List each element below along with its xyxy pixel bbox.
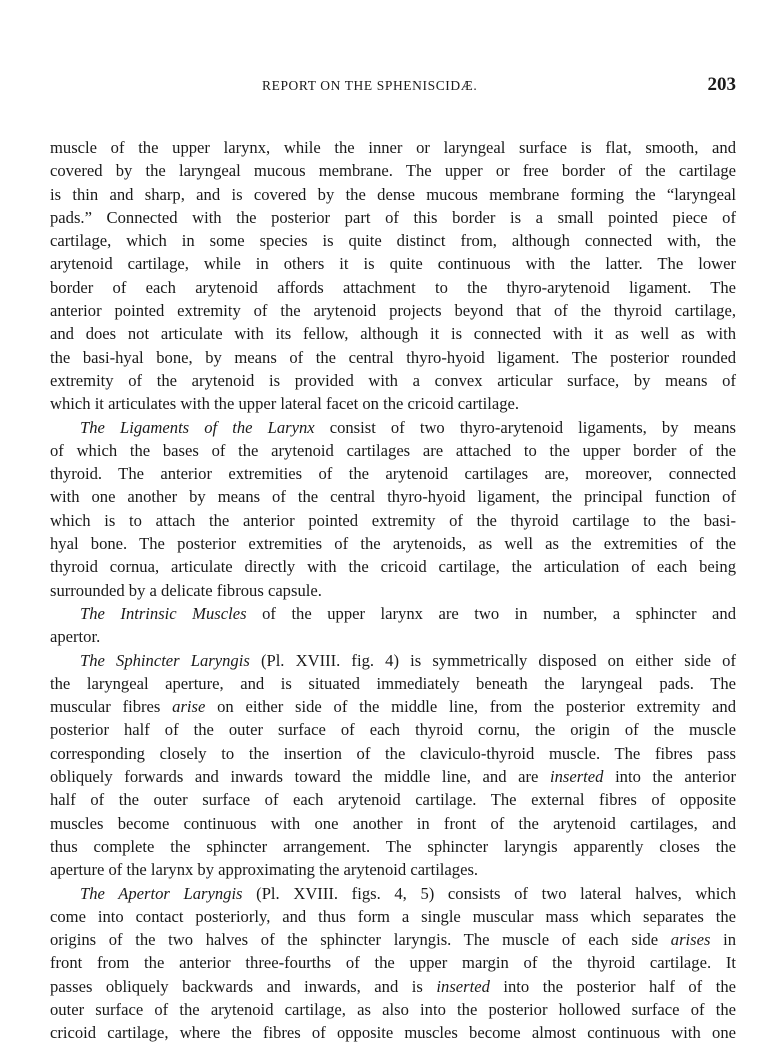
text-run: passes obliquely backwards and inwards, and is [50,976,437,996]
italic-term: inserted [549,767,604,787]
text-run: thyroid cornua, articulate directly with the cricoid cartilage, the articulation of each being [50,557,736,577]
italic-term: The Sphincter Laryngis [80,650,250,670]
text-line [50,602,736,625]
text-line [50,742,736,765]
text-run: on either side of the middle line, from the posterior extremity and [205,697,736,717]
text-run: is thin and sharp, and is covered by the dense mucous membrane forming the “laryngeal [50,184,736,204]
text-line [50,532,736,555]
text-run: surrounded by a delicate fibrous capsule. [50,580,322,600]
text-line [50,882,736,905]
text-line [50,858,736,881]
text-run: thus complete the sphincter arrangement. The sphincter laryngis apparently closes the [50,836,736,856]
text-line [50,392,736,415]
italic-term: inserted [436,976,490,996]
text-line [50,835,736,858]
text-line [50,416,736,439]
text-line [50,555,736,578]
text-line [50,1021,736,1044]
text-run: muscles become continuous with one another in front of the arytenoid cartilages, and [50,813,736,833]
text-line [50,649,736,672]
text-run: and does not articulate with its fellow, although it is connected with it as well as with [50,324,736,344]
text-run: apertor. [50,627,101,647]
text-run: covered by the laryngeal mucous membrane. The upper or free border of the cartilage [50,161,736,181]
text-line [50,998,736,1021]
text-run: consist of two thyro-arytenoid ligaments, by means [314,417,736,437]
text-run: with one another by means of the central thyro-hyoid ligament, the principal function of [50,487,736,507]
text-line [50,346,736,369]
text-line [50,928,736,951]
italic-term: The Intrinsic Muscles [80,603,247,623]
text-run: extremity of the arytenoid is provided with a convex articular surface, by means of [50,370,736,390]
text-run: which it articulates with the upper lateral facet on the cricoid cartilage. [50,394,520,414]
text-run: which is to attach the anterior pointed extremity of the thyroid cartilage to the basi- [50,510,736,530]
text-run: origins of the two halves of the sphincter laryngis. The muscle of each side [50,930,671,950]
text-line [50,625,736,648]
text-line [50,765,736,788]
text-run: half of the outer surface of each arytenoid cartilage. The external fibres of opposite [50,790,736,810]
paragraph [50,416,736,602]
text-run: the laryngeal aperture, and is situated immediately beneath the laryngeal pads. The [50,673,736,693]
text-run: come into contact posteriorly, and thus form a single muscular mass which separates the [50,906,736,926]
text-run: into the anterior [603,767,736,787]
paragraph [50,602,736,649]
text-line [50,718,736,741]
text-run: pads.” Connected with the posterior part of this border is a small pointed piece of [50,207,736,227]
paragraph [50,882,736,1045]
text-line [50,905,736,928]
running-head [0,74,776,98]
text-line [50,485,736,508]
text-line [50,159,736,182]
text-run: border of each arytenoid affords attachment to the thyro-arytenoid ligament. The [50,277,736,297]
italic-term: arise [172,697,206,717]
text-line [50,812,736,835]
text-run: cricoid cartilage, where the fibres of opposite muscles become almost continuous with one [50,1023,736,1043]
text-line [50,206,736,229]
text-run: (Pl. XVIII. fig. 4) is symmetrically disposed on either side of [249,650,736,670]
text-line [50,136,736,159]
text-line [50,695,736,718]
text-line [50,322,736,345]
italic-term: arises [670,930,711,950]
text-run: into the posterior half of the [489,976,737,996]
italic-term: The Ligaments of the Larynx [80,417,315,437]
text-line [50,439,736,462]
text-line [50,369,736,392]
text-line [50,951,736,974]
text-line [50,788,736,811]
body-text [50,136,736,1045]
text-line [50,672,736,695]
text-line [50,252,736,275]
text-run: cartilage, which in some species is quite distinct from, although connected with, the [50,231,736,251]
text-run: corresponding closely to the insertion of the claviculo-thyroid muscle. The fibres pass [50,743,736,763]
text-run: the basi-hyal bone, by means of the central thyro-hyoid ligament. The posterior rounded [50,347,736,367]
text-line [50,975,736,998]
text-run: aperture of the larynx by approximating the arytenoid cartilages. [50,860,479,880]
text-line [50,462,736,485]
text-run: outer surface of the arytenoid cartilage, as also into the posterior hollowed surface of the [50,999,736,1019]
text-run: muscular fibres [50,697,173,717]
text-run: arytenoid cartilage, while in others it is quite continuous with the latter. The lower [50,254,736,274]
text-run: in [710,930,736,950]
text-run: of the upper larynx are two in number, a sphincter and [246,603,737,623]
text-line [50,579,736,602]
text-line [50,276,736,299]
text-run: (Pl. XVIII. figs. 4, 5) consists of two lateral halves, which [242,883,736,903]
text-run: thyroid. The anterior extremities of the arytenoid cartilages are, moreover, connected [50,464,736,484]
text-run: front from the anterior three-fourths of the upper margin of the thyroid cartilage. It [50,953,736,973]
running-title: REPORT ON THE SPHENISCIDÆ. [262,78,478,93]
text-run: hyal bone. The posterior extremities of the arytenoids, as well as the extremities of the [50,534,736,554]
italic-term: The Apertor Laryngis [80,883,243,903]
paragraph [50,649,736,882]
page-number: 203 [707,74,736,95]
text-run: posterior half of the outer surface of each thyroid cornu, the origin of the muscle [50,720,736,740]
text-line [50,229,736,252]
text-run: of which the bases of the arytenoid cartilages are attached to the upper border of the [50,440,736,460]
text-line [50,183,736,206]
text-run: anterior pointed extremity of the arytenoid projects beyond that of the thyroid cartilage, [50,301,736,321]
text-line [50,299,736,322]
text-run: obliquely forwards and inwards toward the middle line, and are [50,767,550,787]
paragraph [50,136,736,416]
text-run: muscle of the upper larynx, while the inner or laryngeal surface is flat, smooth, and [50,138,736,157]
text-line [50,509,736,532]
